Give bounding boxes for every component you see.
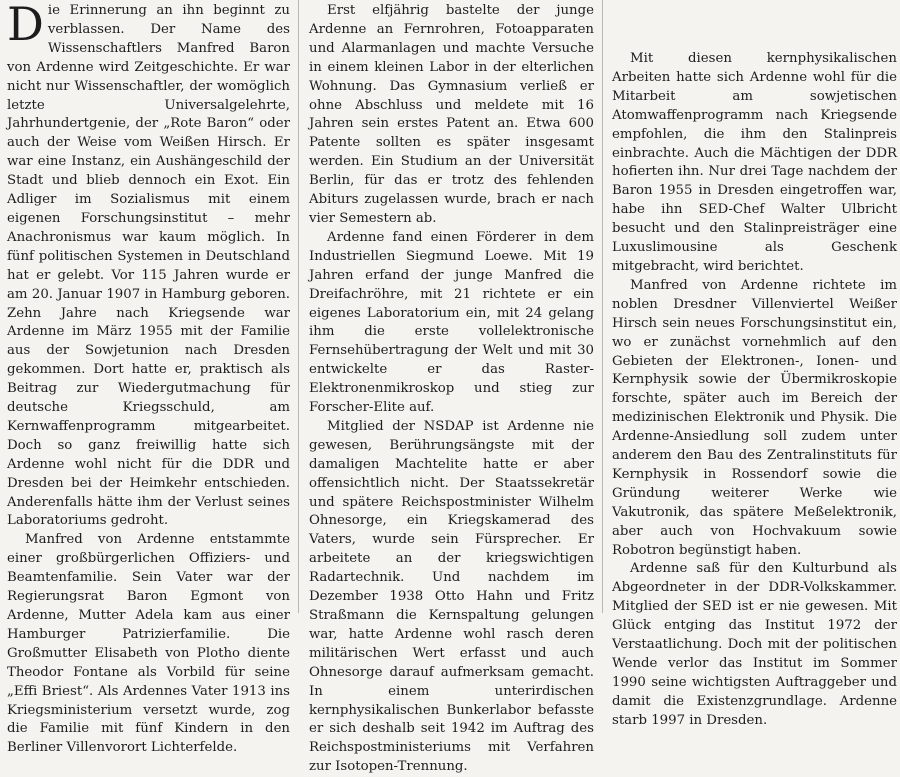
column-rule-left (298, 0, 299, 613)
paragraph-youth: Erst elfjährig bastelte der junge Ardenne an Fernrohren, Fotoapparaten und Alarmanlagen und machte Versuche in einem kleinen Labor in der elterlichen Wohnung. Das Gymnasium verließ er ohne Abschluss und meldete mit 16 Jahren sein erstes Patent an. Etwa 600 Patente sollten es später insgesamt werden. Ein Studium an der Universität Berlin, für das er trotz des fehlenden Abiturs zugelassen wurde, brach er nach vier Semestern ab. (309, 3, 594, 226)
article-column-3 (612, 50, 897, 731)
article-column-1 (7, 2, 290, 758)
column-rule-right (602, 0, 603, 613)
paragraph-intro (7, 2, 290, 531)
paragraph-institute: Manfred von Ardenne richtete im noblen Dresdner Villenviertel Weißer Hirsch sein neues Forschungsinstitut ein, wo er zunächst vornehmlich auf den Gebieten der Elektronen-, Ionen- und Kernphysik sowie der Übermikroskopie forschte, später auch im Bereich der medizinischen Elektronik und Physik. Die Ardenne-Ansiedlung soll zudem unter anderem den Bau des Zentralinstituts für Kernphysik in Rossendorf sowie die Gründung weiterer Werke wie Vakutronik, das spätere Meßelektronik, aber auch von Hochvakuum sowie Robotron begünstigt haben. (612, 277, 897, 558)
paragraph-inventions: Ardenne fand einen Förderer in dem Industriellen Siegmund Loewe. Mit 19 Jahren erfand der junge Manfred die Dreifachröhre, mit 21 richtete er ein eigenes Laboratorium ein, mit 24 gelang ihm die erste vollelektronische Fernsehübertragung der Welt und mit 30 entwickelte er das Raster-Elektronenmikroskop und stieg zur Forscher-Elite auf. (309, 229, 594, 416)
article-column-2 (309, 2, 594, 777)
paragraph-soviet: Mit diesen kernphysikalischen Arbeiten hatte sich Ardenne wohl für die Mitarbeit am sowjetischen Atomwaffenprogramm nach Kriegsende empfohlen, die ihm den Stalinpreis einbrachte. Auch die Mächtigen der DDR hofierten ihn. Nur drei Tage nachdem der Baron 1955 in Dresden eingetroffen war, habe ihn SED-Chef Walter Ulbricht besucht und den Stalinpreisträger eine Luxuslimousine als Geschenk mitgebracht, wird berichtet. (612, 51, 897, 274)
paragraph-family: Manfred von Ardenne entstammte einer großbürgerlichen Offiziers- und Beamtenfamilie. Sein Vater war der Regierungsrat Baron Egmont von Ardenne, Mutter Adela kam aus einer Hamburger Patrizierfamilie. Die Großmutter Elisabeth von Plotho diente Theodor Fontane als Vorbild für seine „Effi Briest“. Als Ardennes Vater 1913 ins Kriegsministerium versetzt wurde, zog die Familie mit fünf Kindern in den Berliner Villenvorort Lichterfelde. (7, 532, 290, 756)
drop-cap: D (7, 0, 44, 51)
paragraph-volkskammer: Ardenne saß für den Kulturbund als Abgeordneter in der DDR-Volkskammer. Mitglied der SED ist er nie gewesen. Mit Glück entging das Institut 1972 der Verstaatlichung. Doch mit der politischen Wende verlor das Institut im Sommer 1990 seine wichtigsten Auftraggeber und damit die Existenzgrundlage. Ardenne starb 1997 in Dresden. (612, 561, 897, 728)
paragraph-nsdap: Mitglied der NSDAP ist Ardenne nie gewesen, Berührungsängste mit der damaligen Machtelite hatte er aber offensichtlich nicht. Der Staatssekretär und spätere Reichspostminister Wilhelm Ohnesorge, ein Kriegskamerad des Vaters, wurde sein Fürsprecher. Er arbeitete an der kriegswichtigen Radartechnik. Und nachdem im Dezember 1938 Otto Hahn und Fritz Straßmann die Kernspaltung gelungen war, hatte Ardenne wohl rasch deren militärischen Wert erfasst und auch Ohnesorge darauf aufmerksam gemacht. In einem unterirdischen kernphysikalischen Bunkerlabor befasste er sich deshalb seit 1942 im Auftrag des Reichspostministeriums mit Verfahren zur Isotopen-Trennung. (309, 418, 594, 775)
paragraph-intro-text: ie Erinnerung an ihn beginnt zu verblassen. Der Name des Wissenschaftlers Manfred Baron von Ardenne wird Zeitgeschichte. Er war nicht nur Wissenschaftler, der womöglich letzte Universalgelehrte, Jahrhundertgenie, der „Rote Baron“ oder auch der Weise vom Weißen Hirsch. Er war eine Instanz, ein Aushängeschild der Stadt und blieb dennoch ein Exot. Ein Adliger im Sozialismus mit einem eigenen Forschungsinstitut – mehr Anachronismus war kaum möglich. In fünf politischen Systemen in Deutschland hat er gelebt. Vor 115 Jahren wurde er am 20. Januar 1907 in Hamburg geboren. Zehn Jahre nach Kriegsende war Ardenne im März 1955 mit der Familie aus der Sowjetunion nach Dresden gekommen. Dort hatte er, praktisch als Beitrag zur Wiedergutmachung für deutsche Kriegsschuld, am Kernwaffenprogramm mitgearbeitet. Doch so ganz freiwillig hatte sich Ardenne wohl nicht für die DDR und Dresden bei der Heimkehr entschieden. Anderenfalls hätte ihm der Verlust seines Laboratoriums gedroht. (7, 3, 290, 529)
